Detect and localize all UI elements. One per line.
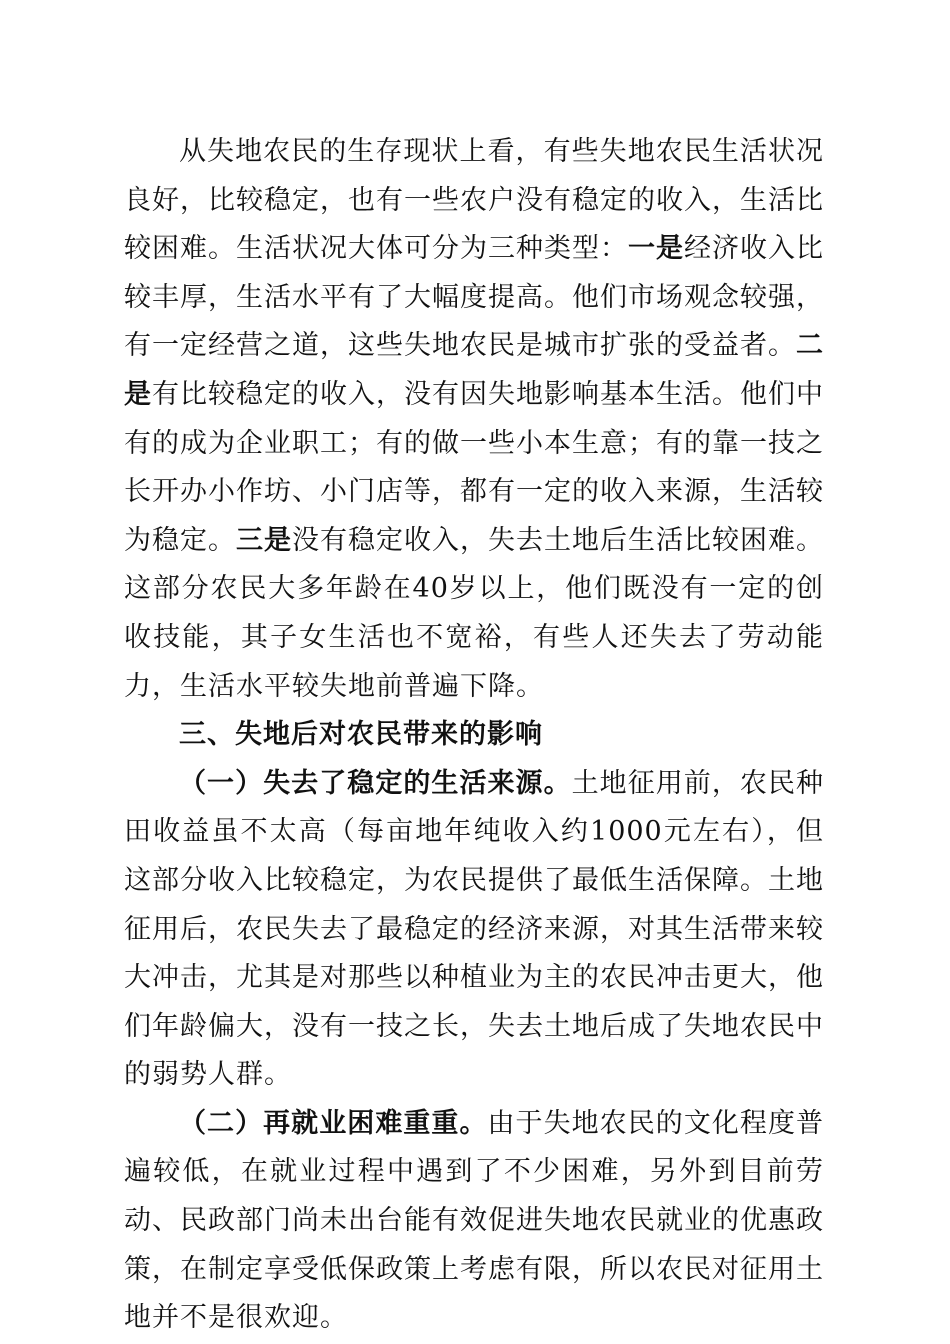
paragraph-income-loss [124,760,824,1100]
paragraph-living-status [124,128,824,711]
text-run: 经济收入比较丰厚，生活水平有了大幅度提高。他们市场观念较强，有一定经营之道，这些失地农民是城市扩张的受益者。 [124,233,824,362]
section-heading: 三、失地后对农民带来的影响 [179,719,543,751]
text-run: 没有稳定收入，失去土地后生活比较困难。这部分农民大多年龄在40岁以上，他们既没有一定的创收技能，其子女生活也不宽裕，有些人还失去了劳动能力，生活水平较失地前普遍下降。 [124,524,824,702]
text-run: 有比较稳定的收入，没有因失地影响基本生活。他们中有的成为企业职工；有的做一些小本生意；有的靠一技之长开办小作坊、小门店等，都有一定的收入来源，生活较为稳定。 [124,378,824,556]
bold-marker-third: 三是 [236,524,292,556]
text-run: 从失地农民的生存现状上看，有些失地农民生活状况良好，比较稳定，也有一些农户没有稳定的收入，生活比较困难。生活状况大体可分为三种类型： [124,136,824,265]
bold-marker-first: 一是 [628,233,684,265]
document-page [124,128,824,1343]
bold-marker-second: 二是 [124,330,824,410]
text-run: 由于失地农民的文化程度普遍较低，在就业过程中遇到了不少困难，另外到目前劳动、民政部门尚未出台能有效促进失地农民就业的优惠政策，在制定享受低保政策上考虑有限，所以农民对征用土地并不是很欢迎。 [124,1107,824,1334]
text-run: 土地征用前，农民种田收益虽不太高（每亩地年纯收入约1000元左右），但这部分收入比较稳定，为农民提供了最低生活保障。土地征用后，农民失去了最稳定的经济来源，对其生活带来较大冲击，尤其是对那些以种植业为主的农民冲击更大，他们年龄偏大，没有一技之长，失去土地后成了失地农民中的弱势人群。 [124,767,825,1091]
subheading-reemployment: （二）再就业困难重重。 [179,1107,488,1139]
paragraph-reemployment [124,1100,824,1343]
subheading-income-loss: （一）失去了稳定的生活来源。 [179,767,572,799]
